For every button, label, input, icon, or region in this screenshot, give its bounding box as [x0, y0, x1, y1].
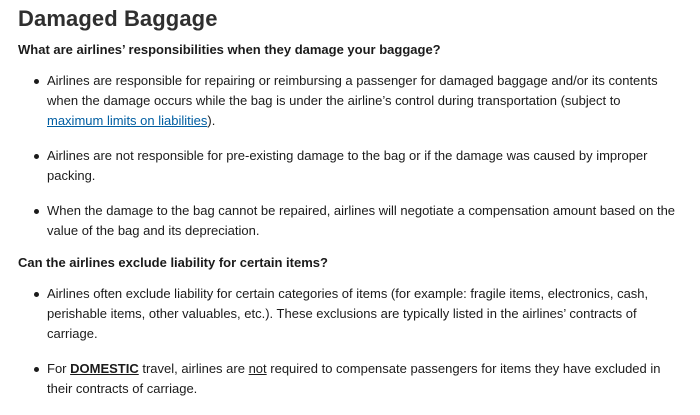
not-emphasis: not — [248, 361, 267, 376]
list-item — [18, 359, 680, 399]
list-item — [18, 284, 680, 344]
list-item-text-end: ). — [207, 113, 216, 128]
excluded-items-list — [18, 284, 680, 399]
list-item-text: Airlines often exclude liability for certain categories of items (for example: fragile items, electronics, cash, perishable items, other valuables, etc.). These exclusions are typically listed in the airlines’ contracts of carriage. — [47, 286, 649, 341]
list-item — [18, 71, 680, 131]
page-title: Damaged Baggage — [18, 6, 218, 31]
list-item-text: When the damage to the bag cannot be repaired, airlines will negotiate a compensation amount based on the value of the bag and its depreciation. — [47, 203, 676, 238]
list-item-text-middle: travel, airlines are — [138, 361, 249, 376]
faq-question-damage-responsibility: What are airlines’ responsibilities when they damage your baggage? — [18, 42, 441, 57]
faq-question-excluded-items: Can the airlines exclude liability for certain items? — [18, 255, 328, 270]
damage-responsibility-list — [18, 71, 680, 241]
list-item — [18, 201, 680, 241]
list-item-text-end: required to compensate passengers for items they have excluded in their contracts of carriage. — [47, 361, 661, 396]
maximum-liability-limits-link[interactable]: maximum limits on liabilities — [47, 113, 208, 128]
list-item-text: Airlines are not responsible for pre-existing damage to the bag or if the damage was caused by improper packing. — [47, 148, 648, 183]
list-item-text: For — [47, 361, 71, 376]
domestic-emphasis: DOMESTIC — [70, 361, 139, 376]
list-item — [18, 146, 680, 186]
list-item-text: Airlines are responsible for repairing or reimbursing a passenger for damaged baggage and/or its contents when the damage occurs while the bag is under the airline’s control during transportation (subject to — [47, 73, 658, 108]
